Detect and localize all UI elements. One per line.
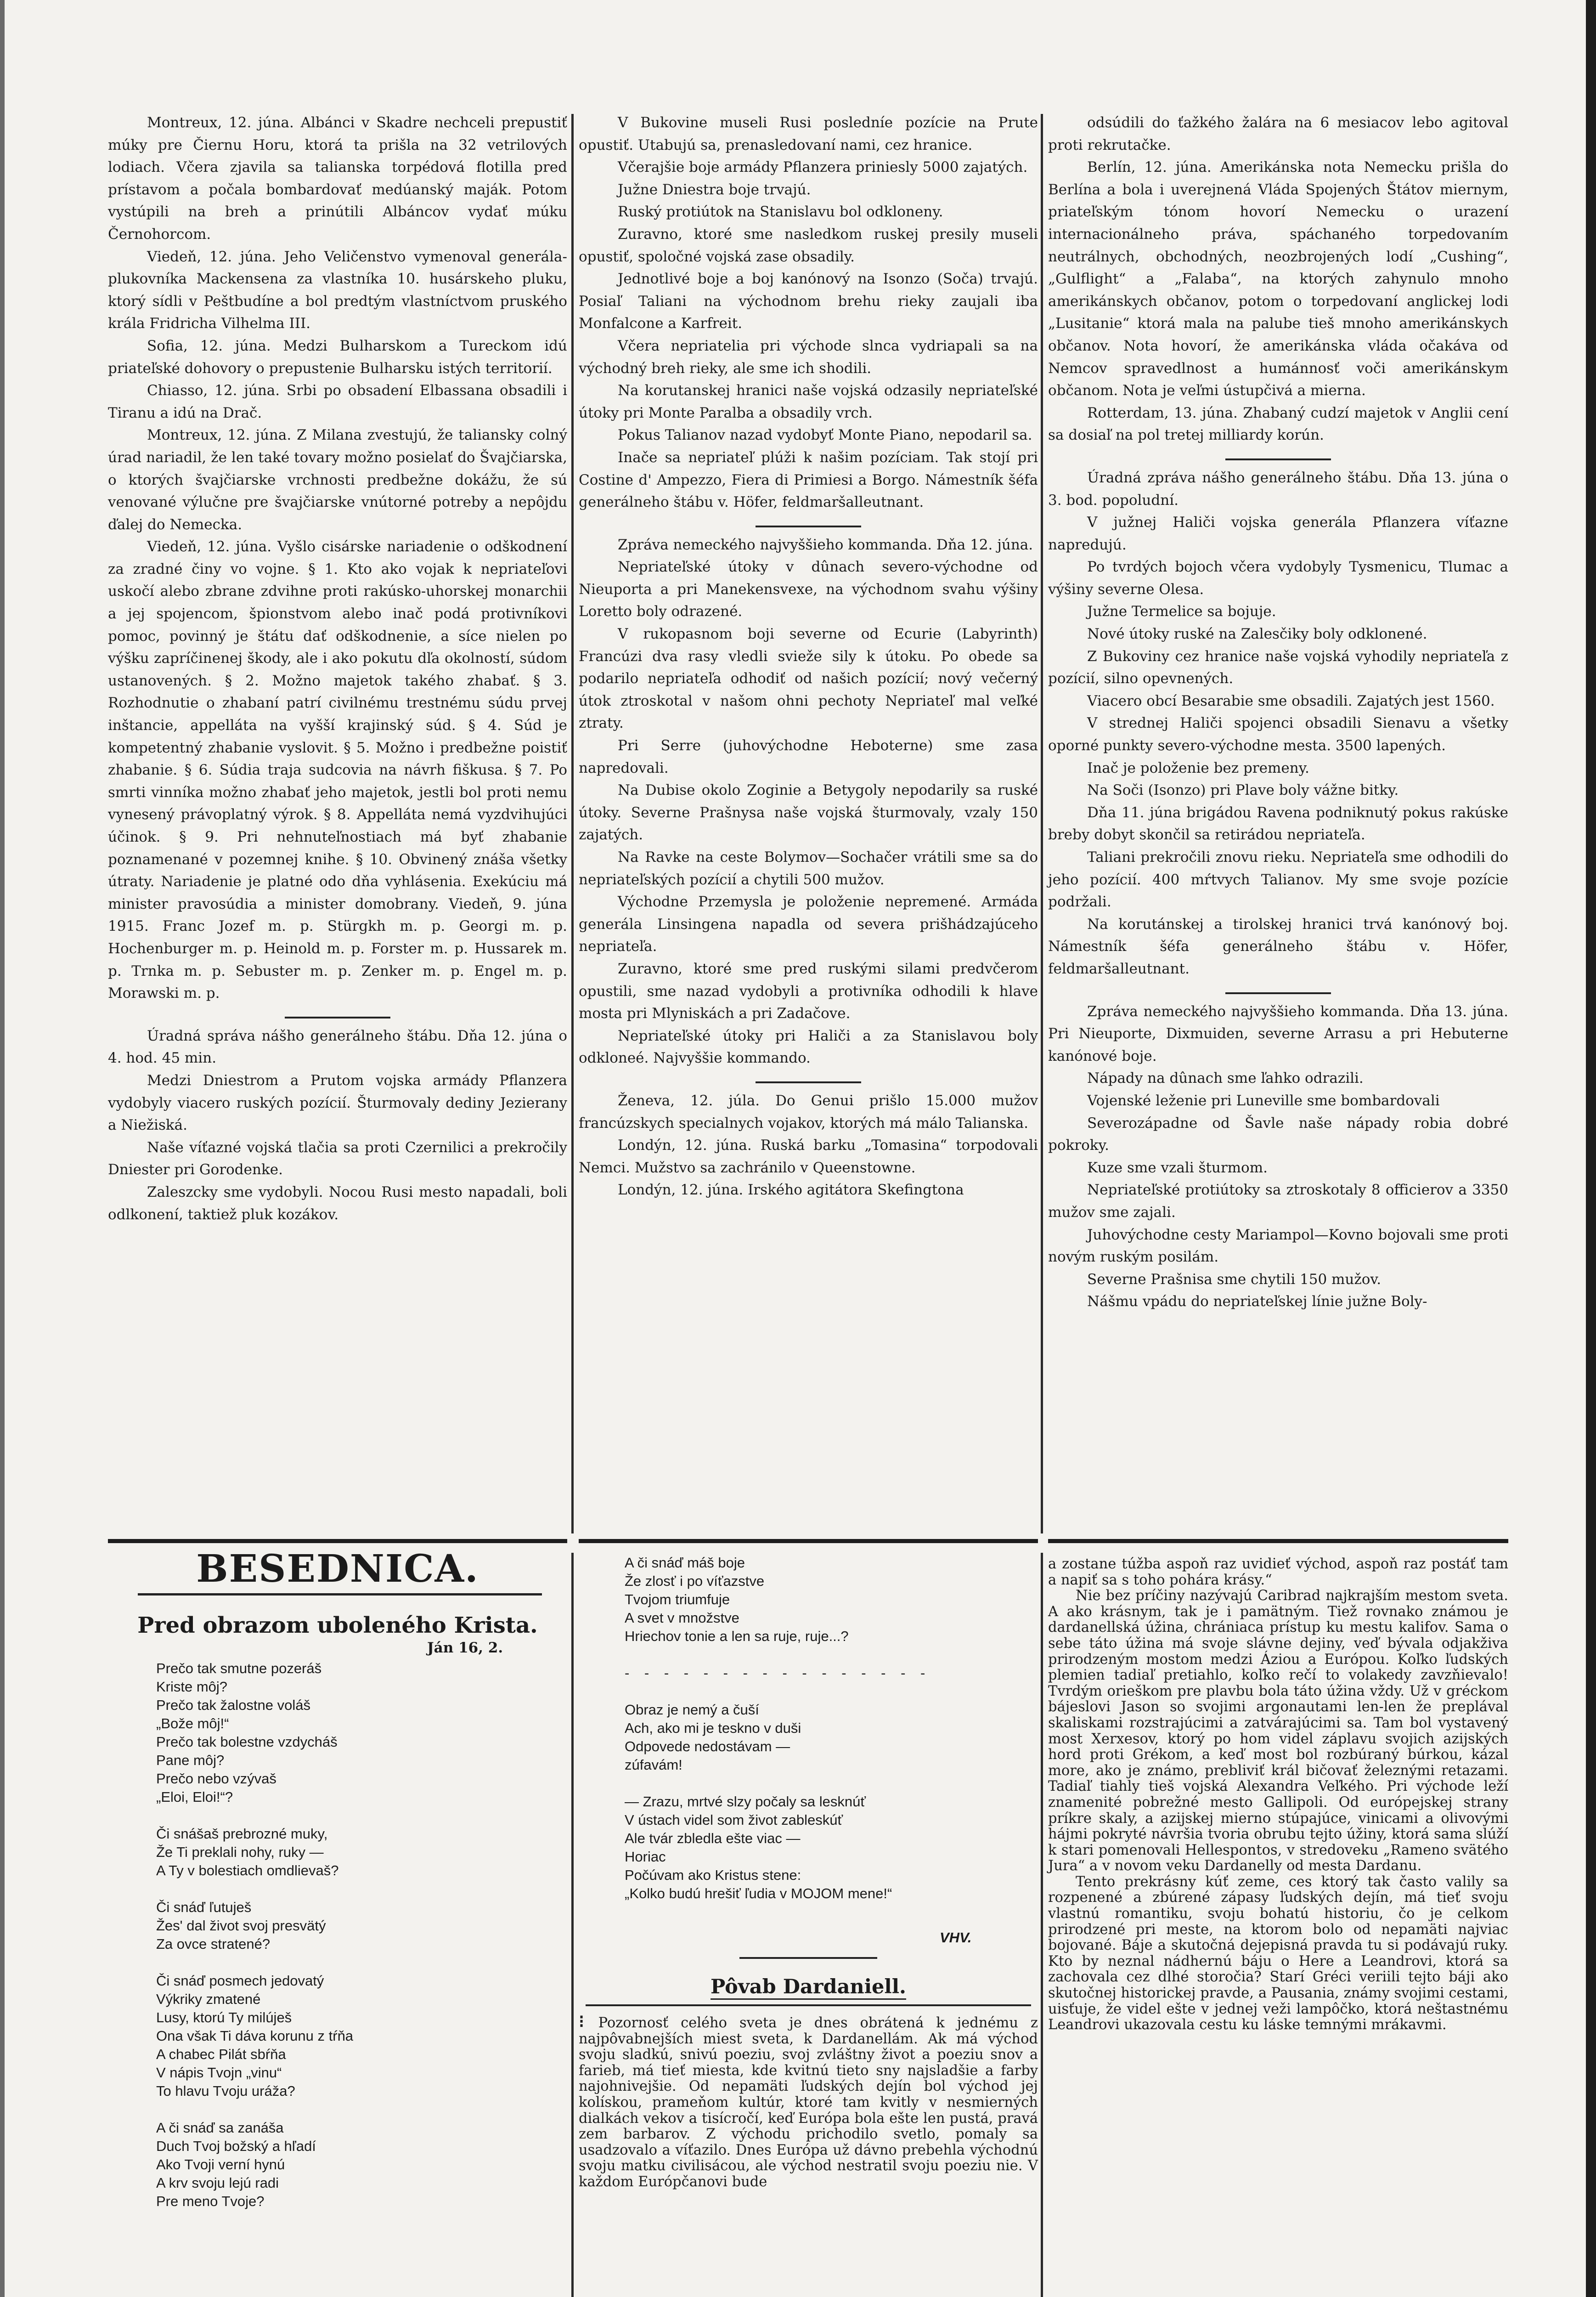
poem-line: To hlavu Tvoju uráža? bbox=[156, 2083, 295, 2099]
news-paragraph: Ruský protiútok na Stanislavu bol odkloneny. bbox=[618, 204, 943, 221]
column-rule bbox=[571, 1553, 574, 2297]
news-paragraph: Dňa 11. júna brigádou Ravena podniknutý pokus rakúske breby dobyt skončil sa retirádou nepriateľa. bbox=[1048, 804, 1508, 843]
news-paragraph: Londýn, 12. júna. Irského agitátora Skefingtona bbox=[618, 1182, 964, 1199]
poem-source: Ján 16, 2. bbox=[427, 1640, 503, 1656]
news-paragraph: Berlín, 12. júna. Amerikánska nota Nemecku prišla do Berlína a bola i uverejnená Vláda Spojených Štátov miernym, priateľským tónom hovorí Nemecku o urazení internacionálneho práva, spáchaného torpedovaním neutrálnych, obchodných, neozbrojených lodí „Cushing“, „Gulflight“ a „Falaba“, na ktorých zahynulo mnoho amerikánskych občanov, potom o torpedovaní anglickej lodi „Lusitanie“ ktorá mala na palube tieš mnoho amerikánskych občanov. Nota hovorí, že amerikánska vláda očakáva od Nemcov spravedlnost a humánnosť voči amerikánskym občanom. Nota je veľmi ústupčivá a mierna. bbox=[1048, 159, 1508, 399]
poem-line: Prečo tak bolestne vzdycháš bbox=[156, 1734, 338, 1750]
poem-line: Či snášaš prebrozné muky, bbox=[156, 1826, 328, 1842]
poem-line: „Bože môj!“ bbox=[156, 1715, 229, 1731]
news-paragraph: Montreux, 12. júna. Z Milana zvestujú, že taliansky colný úrad nariadil, že len také tovary možno posielať do Švajčiarska, o ktorých švajčiarske vrchnosti predbežne dokážu, že sú venované výlučne pre švajčiarske vnútorné potreby a nepôjdu ďalej do Nemecka. bbox=[108, 427, 567, 533]
news-column-left bbox=[108, 112, 567, 1226]
section-divider bbox=[1225, 992, 1331, 994]
news-paragraph: Na Dubise okolo Zoginie a Betygoly nepodarily sa ruské útoky. Severne Prašnysa naše vojská šturmovaly, vzaly 150 zajatých. bbox=[579, 782, 1038, 843]
news-paragraph: Taliani prekročili znovu rieku. Nepriateľa sme odhodili do jeho pozícií. 400 mŕtvych Talianov. My sme svoje pozície podržali. bbox=[1048, 849, 1508, 911]
news-paragraph: odsúdili do ťažkého žalára na 6 mesiacov lebo agitoval proti rekrutačke. bbox=[1048, 114, 1508, 153]
news-paragraph: Zpráva nemeckého najvyššieho kommanda. Dňa 12. júna. bbox=[618, 536, 1033, 553]
news-paragraph: Juhovýchodne cesty Mariampol—Kovno bojovali sme proti novým ruským posilám. bbox=[1048, 1226, 1508, 1266]
news-paragraph: Montreux, 12. júna. Albánci v Skadre nechceli prepustiť múky pre Čiernu Horu, ktorá ta prišla na 32 vetrilových lodiach. Včera zjavila sa talianska torpédová flotilla pred prístavom a počala bombardovať medúanský maják. Potom vystúpili na breh a prinútili Albáncov vydať múku Černohorcom. bbox=[108, 114, 567, 243]
poem-line: — Zrazu, mrtvé slzy počaly sa lesknúť bbox=[625, 1793, 866, 1810]
news-paragraph: Naše víťazné vojská tlačia sa proti Czernilici a prekročily Dniester pri Gorodenke. bbox=[108, 1139, 567, 1178]
news-paragraph: Na korutanskej hranici naše vojská odzasily nepriateľské útoky pri Monte Paralba a obsadily vrch. bbox=[579, 382, 1038, 421]
section-divider bbox=[285, 1017, 390, 1018]
poem-stanza bbox=[156, 1972, 560, 2100]
poem-line: V nápis Tvojn „vinu“ bbox=[156, 2065, 282, 2081]
poem-line: Duch Tvoj božský a hľadí bbox=[156, 2138, 316, 2154]
poem-line: Že zlosť i po víťazstve bbox=[625, 1573, 765, 1589]
poem-line: A Ty v bolestiach omdlievaš? bbox=[156, 1862, 339, 1878]
poem-line: Odpovede nedostávam — bbox=[625, 1738, 790, 1754]
poem-stanza bbox=[625, 1793, 1029, 1903]
section-divider bbox=[739, 1957, 877, 1959]
news-paragraph: Nepriateľské útoky pri Haliči a za Stanislavou boly odkloneé. Najvyššie kommando. bbox=[579, 1027, 1038, 1067]
poem-line: Či snáď posmech jedovatý bbox=[156, 1973, 324, 1989]
news-paragraph: Na korutánskej a tirolskej hranici trvá kanónový boj. Námestník šéfa generálneho štábu v. Höfer, feldmaršalleutnant. bbox=[1048, 916, 1508, 977]
column-rule bbox=[1041, 1553, 1043, 2297]
poem-line: Žes' dal život svoj presvätý bbox=[156, 1918, 326, 1934]
news-column-right bbox=[1048, 112, 1508, 1313]
news-paragraph: V Bukovine museli Rusi posledníe pozície na Prute opustiť. Utabujú sa, prenasledovaní nami, cez hranice. bbox=[579, 114, 1038, 153]
poem-stanza bbox=[156, 1898, 560, 1953]
news-paragraph: Medzi Dniestrom a Prutom vojska armády Pflanzera vydobyly viacero ruských pozícií. Šturmovaly dediny Jezierany a Niežiská. bbox=[108, 1072, 567, 1134]
poem-line: Pane môj? bbox=[156, 1752, 225, 1768]
section-divider bbox=[756, 1081, 861, 1083]
poem-line: „Eloi, Eloi!“? bbox=[156, 1789, 233, 1805]
news-paragraph: Sofia, 12. júna. Medzi Bulharskom a Tureckom idú priateľské dohovory o prepustenie Bulharsku istých territorií. bbox=[108, 337, 567, 377]
news-paragraph: V južnej Haliči vojska generála Pflanzera víťazne napredujú. bbox=[1048, 514, 1508, 553]
news-paragraph: Viacero obcí Besarabie sme obsadili. Zajatých jest 1560. bbox=[1087, 692, 1495, 709]
poem-line: A či snáď sa zanáša bbox=[156, 2120, 284, 2136]
news-paragraph: Londýn, 12. júna. Ruská barku „Tomasina“ torpodovali Nemci. Mužstvo sa zachránilo v Queenstowne. bbox=[579, 1137, 1038, 1176]
poem-line: Ona však Ti dáva korunu z tŕňa bbox=[156, 2028, 354, 2044]
article-title-rule bbox=[586, 2004, 1031, 2006]
news-paragraph: V rukopasnom boji severne od Ecurie (Labyrinth) Francúzi dva rasy vledli svieže sily k útoku. Po obede sa podarilo nepriateľa odhodiť od našich pozícií; nový večerný útok ztroskotal v našom ohni pechoty Nepriateľ mal veľké ztraty. bbox=[579, 626, 1038, 732]
poem-dash-separator: - - - - - - - - - - - - - - - - bbox=[625, 1665, 931, 1681]
news-paragraph: Zpráva nemeckého najvyššieho kommanda. Dňa 13. júna. Pri Nieuporte, Dixmuiden, severne Arrasu a pri Hebuterne kanónové boje. bbox=[1048, 1003, 1508, 1064]
feuilleton-rule bbox=[108, 1539, 567, 1543]
section-divider bbox=[756, 526, 861, 527]
news-paragraph: Vojenské leženie pri Luneville sme bombardovali bbox=[1087, 1092, 1440, 1109]
poem-line: Lusy, ktorú Ty milúješ bbox=[156, 2009, 292, 2025]
news-paragraph: Zaleszcky sme vydobyli. Nocou Rusi mesto napadali, boli odlkonení, taktiež pluk kozákov. bbox=[108, 1183, 567, 1223]
news-paragraph: Po tvrdých bojoch včera vydobyly Tysmenicu, Tlumac a výšiny severne Olesa. bbox=[1048, 559, 1508, 598]
poem-signature: VHV. bbox=[940, 1929, 972, 1946]
poem-line: Obraz je nemý a čuší bbox=[625, 1702, 759, 1718]
news-paragraph: Úradná zpráva nášho generálneho štábu. Dňa 13. júna o 3. bod. popoludní. bbox=[1048, 469, 1508, 509]
poem-line: Ako Tvoji verní hynú bbox=[156, 2156, 285, 2173]
poem-line: Že Ti preklali nohy, ruky — bbox=[156, 1844, 324, 1860]
article-paragraph: a zostane túžba aspoň raz uvidieť východ, aspoň raz postáť tam a napiť sa s toho pohára krásy.“ bbox=[1048, 1556, 1508, 1588]
news-paragraph: Včera nepriatelia pri východe slnca vydriapali sa na východný breh rieky, ale sme ich shodili. bbox=[579, 337, 1038, 377]
news-paragraph: Inač je položenie bez premeny. bbox=[1087, 759, 1309, 776]
poem-line: V ústach videl som život zableskúť bbox=[625, 1812, 843, 1828]
poem-line: A krv svoju lejú radi bbox=[156, 2175, 279, 2191]
poem-line: Ach, ako mi je teskno v duši bbox=[625, 1720, 801, 1736]
poem-line: A či snáď máš boje bbox=[625, 1555, 745, 1571]
poem-stanza bbox=[156, 1825, 560, 1880]
poem-line: Počúvam ako Kristus stene: bbox=[625, 1867, 801, 1883]
news-paragraph: Kuze sme vzali šturmom. bbox=[1087, 1159, 1268, 1176]
news-paragraph: Inače sa nepriateľ plúži k našim pozíciam. Tak stojí pri Costine d' Ampezzo, Fiera di Primiesi a Borgo. Námestník šéfa generálneho štábu v. Höfer, feldmaršalleutnant. bbox=[579, 449, 1038, 511]
news-paragraph: Zuravno, ktoré sme nasledkom ruskej presily museli opustiť, spoločné vojská zase obsadily. bbox=[579, 226, 1038, 265]
poem-line: A chabec Pilát sbŕňa bbox=[156, 2046, 286, 2062]
news-paragraph: Južne Termelice sa bojuje. bbox=[1087, 603, 1276, 620]
poem-line: zúfavám! bbox=[625, 1757, 682, 1773]
article-title bbox=[579, 1971, 1038, 2003]
news-paragraph: V strednej Haliči spojenci obsadili Sienavu a všetky oporné punkty severo-východne mesta. 3500 lapených. bbox=[1048, 715, 1508, 754]
feuilleton-rule bbox=[1048, 1539, 1508, 1543]
news-paragraph: Nápady na dûnach sme ľahko odrazili. bbox=[1087, 1070, 1364, 1087]
news-paragraph: Nepriateľské útoky v dûnach severo-východne od Nieuporta a pri Manekensvexe, na východnom svahu výšiny Loretto boly odrazené. bbox=[579, 559, 1038, 620]
poem-line: Tvojom triumfuje bbox=[625, 1591, 730, 1607]
news-paragraph: Zuravno, ktoré sme pred ruskými silami predvčerom opustili, sme nazad vydobyli a protivníka odhodili k hlave mosta pri Mlyniskách a pri Zadačove. bbox=[579, 960, 1038, 1022]
news-paragraph: Východne Przemysla je položenie nepremené. Armáda generála Linsingena napadla od severa prišhádzajúceho nepriateľa. bbox=[579, 894, 1038, 955]
poem-stanza bbox=[156, 1659, 560, 1806]
poem-line: Hriechov tonie a len sa ruje, ruje...? bbox=[625, 1628, 849, 1644]
news-paragraph: Včerajšie boje armády Pflanzera priniesly 5000 zajatých. bbox=[618, 159, 1028, 176]
poem-stanza bbox=[625, 1701, 1029, 1774]
news-paragraph: Z Bukoviny cez hranice naše vojská vyhodily nepriateľa z pozícií, silno opevnených. bbox=[1048, 648, 1508, 687]
news-column-middle bbox=[579, 112, 1038, 1201]
news-paragraph: Pokus Talianov nazad vydobyť Monte Piano, nepodaril sa. bbox=[618, 427, 1032, 444]
news-paragraph: Pri Serre (juhovýchodne Heboterne) sme zasa napredovali. bbox=[579, 737, 1038, 776]
scan-edge-right bbox=[1586, 0, 1596, 2297]
poem-left-column bbox=[156, 1659, 560, 2229]
news-paragraph: Chiasso, 12. júna. Srbi po obsadení Elbassana obsadili i Tiranu a idú na Drač. bbox=[108, 382, 567, 421]
scan-edge-left bbox=[0, 0, 5, 2297]
news-paragraph: Na Soči (Isonzo) pri Plave boly vážne bitky. bbox=[1087, 782, 1399, 799]
poem-line: Prečo tak žalostne voláš bbox=[156, 1697, 311, 1713]
news-paragraph: Severozápadne od Šavle naše nápady robia dobré pokroky. bbox=[1048, 1115, 1508, 1154]
article-paragraph bbox=[579, 2011, 1038, 2190]
news-paragraph: Viedeň, 12. júna. Jeho Veličenstvo vymenoval generála-plukovníka Mackensena za vlastníka 10. husárskeho pluku, ktorý sídli v Peštbudíne a bol predtým vlastníctvom pruského krála Fridricha Vilhelma III. bbox=[108, 248, 567, 332]
poem-line: Ale tvár zbledla ešte viac — bbox=[625, 1830, 801, 1846]
news-paragraph: Viedeň, 12. júna. Vyšlo cisárske nariadenie o odškodnení za zradné činy vo vojne. § 1. Kto ako vojak k nepriateľovi uskočí alebo zbrane zdvihne proti rakúsko-uhorskej monarchii a jej spojencom, špionstvom alebo inač podá protivníkovi pomoc, povinný je štátu dať odškodnenie, a síce nielen po výšku zapríčinenej škody, ale i ako pokutu dľa okolností, súdom ustanovených. § 2. Možno majetok takého zhabať. § 3. Rozhodnutie o zhabaní patrí civilnému trestnému súdu prvej inštancie, appelláta na vyšší krajinský súd. § 4. Súd je kompetentný zhabanie vyslovit. § 5. Možno i predbežne poistiť zhabanie. § 6. Súdia traja sudcovia na návrh fiškusa. § 7. Po smrti vinníka možno zhabať jeho majetok, jestli bol proti nemu vynesený právoplatný výrok. § 8. Appelláta nemá vyzdvihujúci účinok. § 9. Pri nehnuteľnostiach má byť zhabanie poznamenané v pozemnej knihe. § 10. Obvinený znáša všetky útraty. Nariadenie je platné odo dňa vyhlásenia. Exekúciu má minister pravosúdia a minister domobrany. Viedeň, 9. júna 1915. Franc Jozef m. p. Stürgkh m. p. Georgi m. p. Hochenburger m. p. Heinold m. p. Forster m. p. Hussarek m. p. Trnka m. p. Sebuster m. p. Zenker m. p. Engel m. p. Morawski m. p. bbox=[108, 538, 567, 1002]
article-column-right bbox=[1048, 1556, 1508, 2033]
news-paragraph: Nové útoky ruské na Zalesčiky boly odklonené. bbox=[1087, 626, 1427, 643]
poem-middle-column bbox=[625, 1554, 1029, 1921]
poem-line: Za ovce stratené? bbox=[156, 1936, 271, 1952]
poem-line: Výkriky zmatené bbox=[156, 1991, 261, 2007]
poem-line: Či snáď ľutuješ bbox=[156, 1899, 252, 1915]
poem-line: Prečo nebo vzývaš bbox=[156, 1771, 276, 1787]
news-paragraph: Severne Prašnisa sme chytili 150 mužov. bbox=[1087, 1271, 1382, 1288]
news-paragraph: Rotterdam, 13. júna. Zhabaný cudzí majetok v Anglii cení sa dosiaľ na pol tretej milliardy korún. bbox=[1048, 404, 1508, 444]
column-rule bbox=[571, 114, 574, 1533]
poem-line: Horiac bbox=[625, 1849, 666, 1865]
poem-stanza bbox=[156, 2119, 560, 2211]
drop-cap-mark: ⁝ bbox=[579, 2011, 598, 2031]
poem-line: Pre meno Tvoje? bbox=[156, 2193, 265, 2209]
article-paragraph: Tento prekrásny kúť zeme, ces ktorý tak často valily sa rozpenené a zbúrené zápasy ľudských dejín, má tieť svoju vlastnú romantiku, svoju bohatú historiu, čo je celkom prirodzené pri meste, na ktorom bolo od nepamäti najviac bojované. Báje a skutočná dejepisná pravda tu si podávajú ruky. Kto by neznal nádhernú báju o Here a Leandrovi, ktorá sa zachovala cez dlhé storočia? Starí Gréci veriili tejto báji ako skutočnej historickej pravde, a Pausania, známy svojimi cestami, uisťuje, že videl ešte v jednej veži lampôčko, ktorá neštastnému Leandrovi ukazovala cestu ku láske temnými mrákavmi. bbox=[1048, 1873, 1508, 2033]
section-divider bbox=[1225, 458, 1331, 460]
poem-line: A svet v množstve bbox=[625, 1610, 739, 1626]
news-paragraph: Na Ravke na ceste Bolymov—Sochačer vrátili sme sa do nepriateľských pozícií a chytili 500 mužov. bbox=[579, 849, 1038, 888]
poem-line: Prečo tak smutne pozeráš bbox=[156, 1660, 322, 1676]
poem-title: Pred obrazom uboleného Krista. bbox=[137, 1612, 538, 1638]
heading-underline bbox=[138, 1593, 542, 1595]
article-title-text: Pôvab Dardaniell. bbox=[711, 1975, 906, 2000]
news-paragraph: Nepriateľské protiútoky sa ztroskotaly 8 officierov a 3350 mužov sme zajali. bbox=[1048, 1182, 1508, 1221]
article-paragraph: Nie bez príčiny nazývajú Caribrad najkrajším mestom sveta. A ako krásnym, tak je i pamätným. Tiež rovnako známou je dardanellská úžina, chrániaca prístup ku mestu kalifov. Sama o sebe táto úžina má svoje slávne dejiny, veď bývala odjakživa prirodzeným mostom medzi Áziou a Európou. Koľko ľudských plemien tadiaľ pretiahlo, koľko rečí to volakedy zavzňievalo! Tvrdým orieškom pre plavbu bola táto úžina vždy. Už v gréckom bájeslovi Jason so svojimi argonautami len-len že preplával skaliskami rozstrajúcimi a zatvárajúcimi sa. Tam bol vystavený most Xerxesov, ktorý po hom videl záplavu svojich azijských hord proti Grékom, a keď most bol rozbúraný búrkou, kázal more, ako je známo, prebliviť král bičovať železnými retazami. Tadiaľ tiahly tieš vojská Alexandra Veľkého. Pri východe leží znamenité pobrežné mesto Gallipoli. Od európejskej strany príkre skaly, a azijskej mierno stúpajúce, vinicami a olivovými hájmi pokryté návršia tvoria obrubu tejto úžiny, ktorá sama slúží k stari pomenovali Hellespontos, v stredoveku „Rameno svätého Jura“ a v novom veku Dardanelly od mesta Dardanu. bbox=[1048, 1588, 1508, 1874]
news-paragraph: Jednotlivé boje a boj kanónový na Isonzo (Soča) trvajú. Posiaľ Taliani na východnom brehu rieky zaujali iba Monfalcone a Karfreit. bbox=[579, 271, 1038, 332]
news-paragraph: Úradná správa nášho generálneho štábu. Dňa 12. júna o 4. hod. 45 min. bbox=[108, 1027, 567, 1067]
news-paragraph: Nášmu vpádu do nepriateľskej línie južne Boly- bbox=[1087, 1293, 1427, 1310]
poem-stanza bbox=[625, 1554, 1029, 1646]
column-rule bbox=[1041, 114, 1043, 1533]
poem-line: „Kolko budú hrešiť ľudia v MOJOM mene!“ bbox=[625, 1885, 892, 1901]
article-column-middle bbox=[579, 2011, 1038, 2190]
article-text: Pozornosť celého sveta je dnes obrátená k jednému z najpôvabnejších miest sveta, k Dardanellám. Ak má východ svoju sladkú, snivú poeziu, svoj zvláštny život a poeziu snov a farieb, má tieť miesta, kde kvitnú tieto sny najsladšie a farby najohnivejšie. Od nepamäti ľudských dejín bol východ jej kolískou, prameňom kultúr, ktoré tam kvitly v nesmierných dialkách vekov a tisícročí, keď Európa bola ešte len pustá, pravá zem barbarov. Z východu prichodilo svetlo, pomaly sa usadzovalo a víťazilo. Dnes Európa už dávno prebehla východnú svoju matku civilisácou, ale východ nestratil svoju poeziu nie. V každom Európčanovi bude bbox=[579, 2015, 1038, 2190]
news-paragraph: Južne Dniestra boje trvajú. bbox=[618, 181, 811, 198]
news-paragraph: Ženeva, 12. júla. Do Genui prišlo 15.000 mužov francúzskych specialnych vojakov, ktorých má málo Talianska. bbox=[579, 1092, 1038, 1132]
feuilleton-rule bbox=[579, 1539, 1038, 1543]
poem-line: Kriste môj? bbox=[156, 1679, 228, 1695]
besednica-heading: BESEDNICA. bbox=[196, 1547, 479, 1591]
